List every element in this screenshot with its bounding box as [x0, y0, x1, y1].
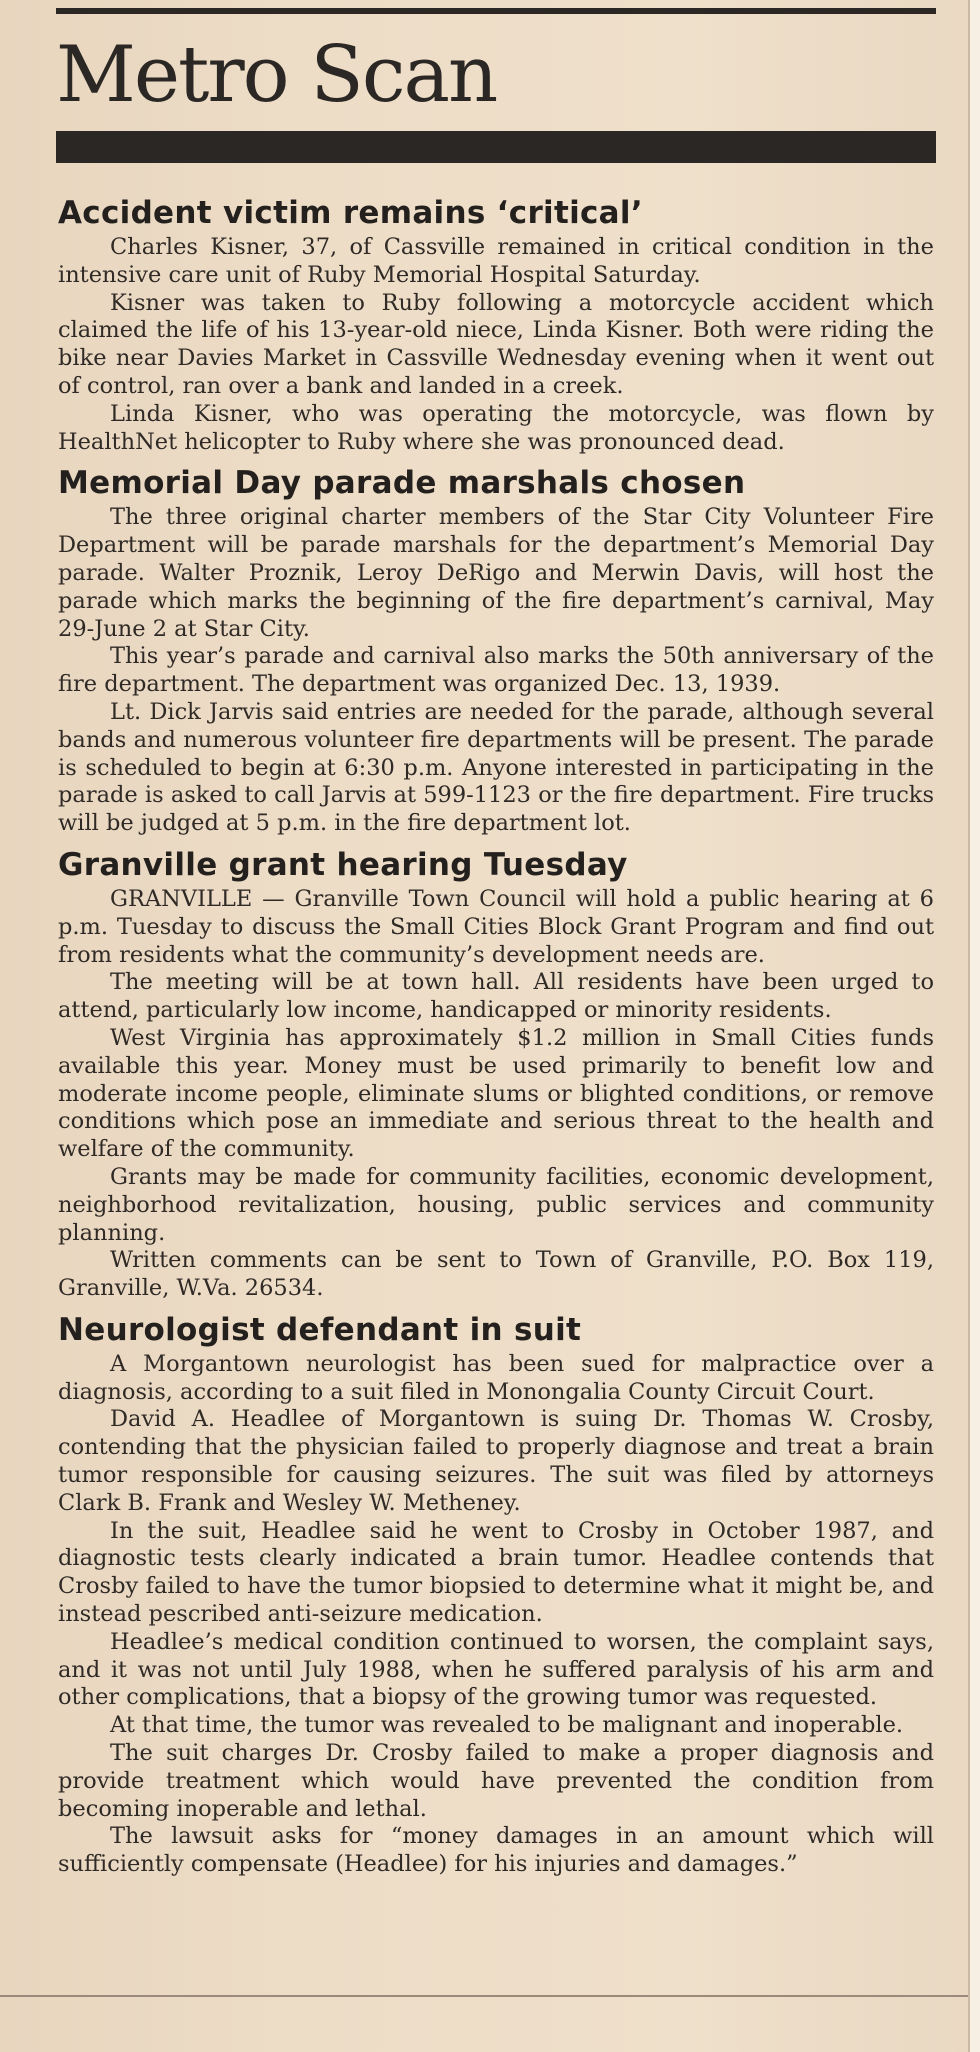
headline: Neurologist defendant in suit — [58, 1311, 582, 1348]
paragraph: Written comments can be sent to Town of Granville, P.O. Box 119, Granville, W.Va. 26534. — [58, 1247, 934, 1302]
top-rule — [56, 8, 936, 14]
story-grant — [58, 844, 934, 1303]
paragraph: A Morgantown neurologist has been sued for malpractice over a diagnosis, according to a suit filed in Monongalia County Circuit Court. — [58, 1350, 934, 1405]
story-accident — [58, 192, 934, 456]
paragraph: The lawsuit asks for “money damages in an amount which will sufficiently compensate (Headlee) for his injuries and damages.” — [58, 1823, 934, 1878]
paragraph: Headlee’s medical condition continued to worsen, the complaint says, and it was not until July 1988, when he suffered paralysis of his arm and other complications, that a biopsy of the growing tumor was requested. — [58, 1628, 934, 1711]
paper-edge — [968, 0, 980, 2052]
headline: Granville grant hearing Tuesday — [58, 846, 628, 883]
paragraph: GRANVILLE — Granville Town Council will hold a public hearing at 6 p.m. Tuesday to discuss the Small Cities Block Grant Program and find out from residents what the community’s development needs are. — [58, 885, 934, 968]
paragraph: This year’s parade and carnival also marks the 50th anniversary of the fire department. The department was organized Dec. 13, 1939. — [58, 643, 934, 698]
paragraph: In the suit, Headlee said he went to Crosby in October 1987, and diagnostic tests clearly indicated a brain tumor. Headlee contends that Crosby failed to have the tumor biopsied to determine what it might be, and instead pescribed anti-seizure medication. — [58, 1517, 934, 1628]
paragraph: The suit charges Dr. Crosby failed to make a proper diagnosis and provide treatment which would have prevented the condition from becoming inoperable and lethal. — [58, 1740, 934, 1822]
paragraph: Grants may be made for community facilities, economic development, neighborhood revitalization, housing, public services and community planning. — [58, 1163, 934, 1246]
headline: Memorial Day parade marshals chosen — [58, 465, 746, 502]
story-parade — [58, 462, 934, 838]
paragraph: West Virginia has approximately $1.2 million in Small Cities funds available this year. Money must be used primarily to benefit low and moderate income people, eliminate slums or blighted conditions, or remove conditions which pose an immediate and serious threat to the health and welfare of the community. — [58, 1024, 934, 1163]
paragraph: Lt. Dick Jarvis said entries are needed for the parade, although several bands and numerous volunteer fire departments will be present. The parade is scheduled to begin at 6:30 p.m. Anyone interested in participating in the parade is asked to call Jarvis at 599-1123 or the fire department. Fire trucks will be judged at 5 p.m. in the fire department lot. — [58, 698, 934, 837]
bottom-rule — [0, 1995, 968, 1997]
paragraph: Charles Kisner, 37, of Cassville remained in critical condition in the intensive care unit of Ruby Memorial Hospital Saturday. — [58, 234, 934, 288]
paragraph: The three original charter members of the Star City Volunteer Fire Department will be parade marshals for the department’s Memorial Day parade. Walter Proznik, Leroy DeRigo and Merwin Davis, will host the parade which marks the beginning of the fire department’s carnival, May 29-June 2 at Star City. — [58, 504, 934, 642]
story-lawsuit — [58, 1309, 934, 1879]
masthead-bar — [56, 131, 936, 163]
paragraph: At that time, the tumor was revealed to be malignant and inoperable. — [110, 1712, 904, 1739]
paragraph: The meeting will be at town hall. All residents have been urged to attend, particularly low income, handicapped or minority residents. — [58, 969, 934, 1024]
paragraph: Linda Kisner, who was operating the motorcycle, was flown by HealthNet helicopter to Ruby where she was pronounced dead. — [58, 400, 934, 455]
paragraph: David A. Headlee of Morgantown is suing Dr. Thomas W. Crosby, contending that the physician failed to properly diagnose and treat a brain tumor responsible for causing seizures. The suit was filed by attorneys Clark B. Frank and Wesley W. Metheney. — [58, 1406, 934, 1516]
masthead-title: Metro Scan — [56, 30, 497, 120]
article-column — [58, 192, 934, 1885]
paragraph: Kisner was taken to Ruby following a motorcycle accident which claimed the life of his 13-year-old niece, Linda Kisner. Both were riding the bike near Davies Market in Cassville Wednesday evening when it went out of control, ran over a bank and landed in a creek. — [58, 289, 934, 399]
headline: Accident victim remains ‘critical’ — [58, 195, 643, 231]
